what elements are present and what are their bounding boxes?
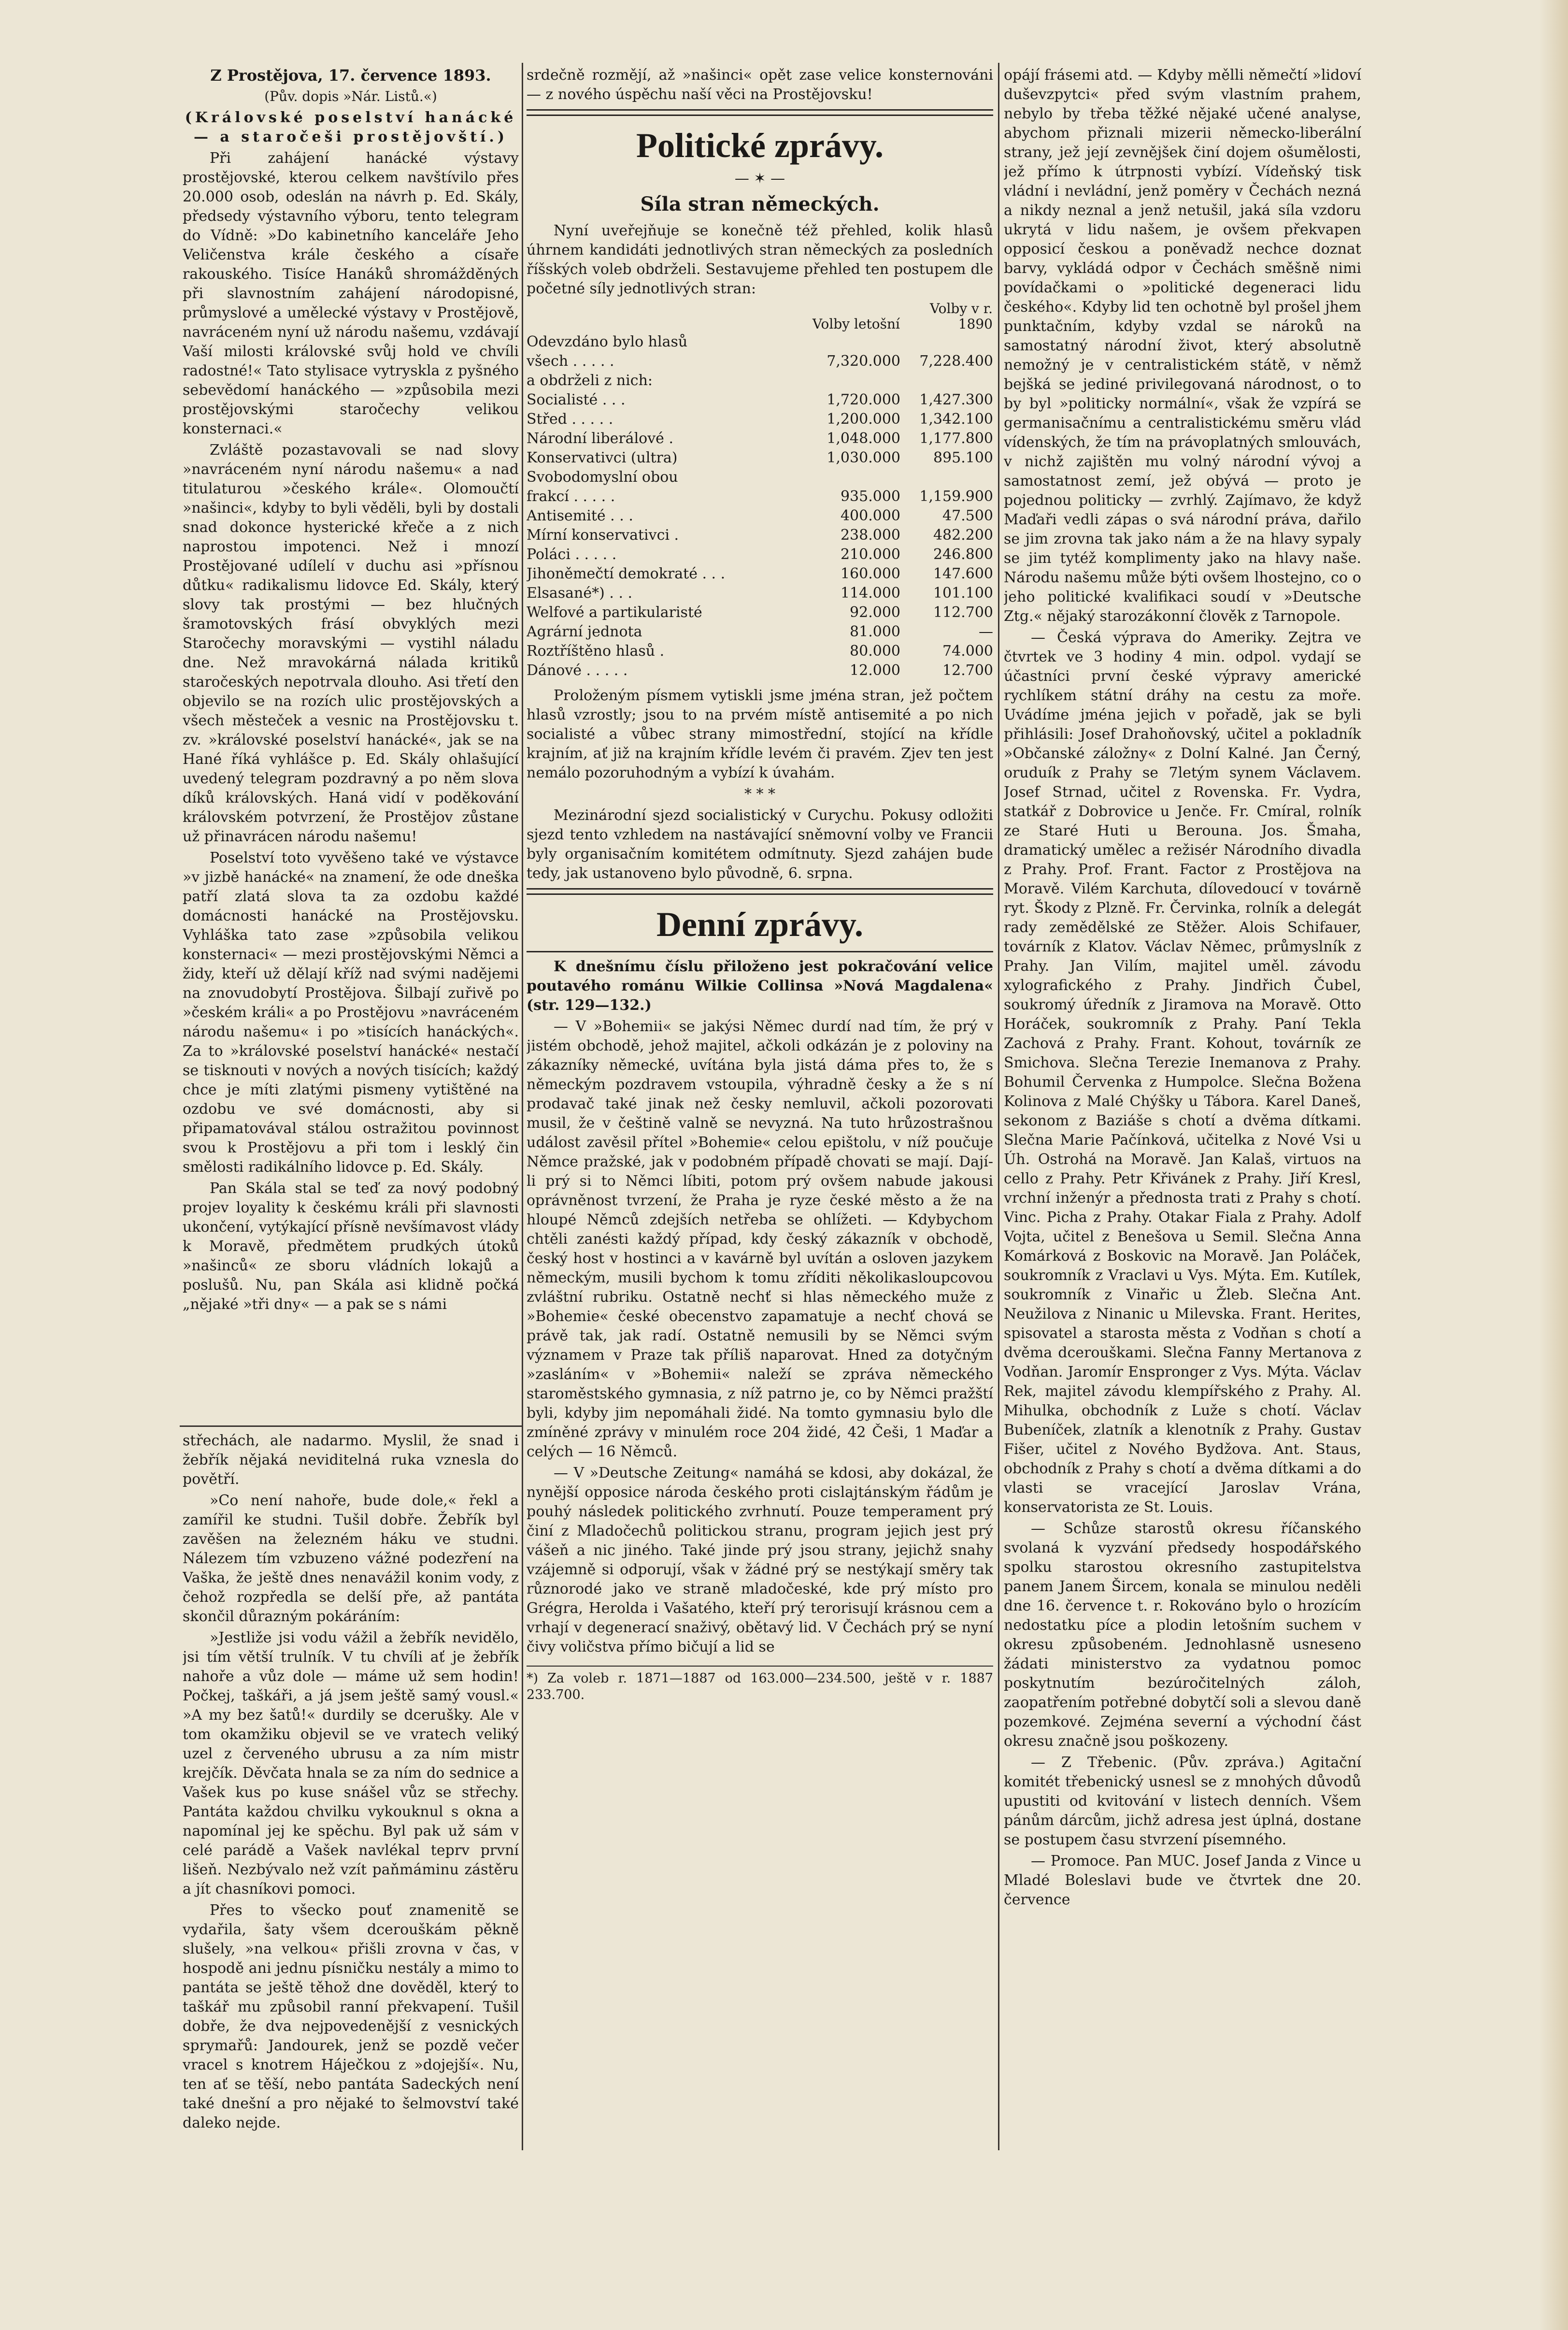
party-label: Jihoněmečtí demokraté . . . [527, 565, 726, 582]
votes-current: 92.000 [850, 604, 900, 621]
paragraph: — Schůze starostů okresu říčanského svolaná k vyzvání předsedy hospodářského spolku starostou okresního zastupitelstva panem Janem Šircem, konala se minulou neděli dne 16. července t. r. Rokováno bylo o hrozícím nedostatku píce a plodin letošním suchem v okresu způsobeném. Jednohlasně usneseno žádati ministerstvo za vydatnou pomoc poskytnutím bezúročitelných záloh, zaopatřením potřebné dobytčí soli a slevou daně pozemkové. Zejména severní a východní část okresu značně jsou poškozeny. [1004, 1520, 1361, 1750]
table-row [527, 410, 993, 429]
votes-1890: 1,159.900 [919, 488, 993, 505]
votes-1890: 12.700 [942, 662, 993, 679]
party-label: Svobodomyslní obou [527, 469, 678, 486]
column-2 [527, 66, 993, 2143]
column-1 [183, 66, 519, 1419]
section-title-politicke-zpravy: Politické zprávy. [636, 126, 884, 165]
party-label: Agrární jednota [527, 623, 642, 640]
votes-1890 [900, 332, 993, 352]
paragraph: — Z Třebenic. (Pův. zpráva.) Agitační komitét třebenický usnesl se z mnohých důvodů upustiti od kvitování v listech denních. Všem pánům dárcům, jichž adresa jest úplná, dostane se postupem času stvrzení písemného. [1004, 1754, 1361, 1848]
votes-current: 81.000 [850, 623, 900, 640]
table-row [527, 487, 993, 506]
votes-current [793, 371, 900, 390]
votes-1890: 1,342.100 [919, 411, 993, 428]
votes-current: 1,030.000 [827, 449, 900, 466]
section-rule [527, 109, 993, 116]
ornament: — ✶ — [734, 170, 785, 187]
votes-1890: 7,228.400 [919, 353, 993, 370]
paragraph: Pan Skála stal se teď za nový podobný projev loyality k českému králi při slavnosti ukončení, vytýkající přísně nevšímavost vlády k Moravě, předmětem prudkých útoků »našinců« ze sboru vládních lokajů a poslušů. Nu, pan Skála asi klidně počká „nějaké »tři dny« — a pak se s námi [183, 1180, 519, 1313]
party-label: Střed . . . . . [527, 411, 613, 428]
votes-current: 7,320.000 [827, 353, 900, 370]
paragraph: Při zahájení hanácké výstavy prostějovské, kterou celkem navštívilo přes 20.000 osob, odeslán na návrh p. Ed. Skály, předsedy výstavního výboru, tento telegram do Vídně: »Do kabinetního kanceláře Jeho Veličenstva krále českého a císaře rakouského. Tisíce Hanáků shromážděných při slavnostním zahájení národopisné, průmyslové a umělecké výstavy v Prostějově, navráceném nyní už národu našemu, vzdávají Vaší milosti královské svůj hold ve chvíli radostné!« Tato stylisace vytryskla z pyšného sebevědomí hanáckého — »způsobila mezi prostějovskými staročechy velikou konsternaci.« [183, 150, 519, 437]
votes-current: 400.000 [840, 507, 900, 524]
section-rule [527, 888, 993, 895]
column-divider [998, 63, 999, 2150]
paragraph: Nyní uveřejňuje se konečně též přehled, kolik hlasů úhrnem kandidáti jednotlivých stran německých za posledních říšských voleb obdrželi. Sestavujeme přehled ten postupem dle početné síly jednotlivých stran: [527, 222, 993, 297]
table-header-current: Volby letošní [812, 316, 900, 332]
party-label: Elsasané*) . . . [527, 585, 633, 602]
table-row [527, 429, 993, 448]
votes-1890: 101.100 [933, 585, 993, 602]
table-row [527, 603, 993, 622]
dateline-note: (Pův. dopis »Nár. Listů.«) [264, 88, 437, 104]
votes-current: 1,200.000 [827, 411, 900, 428]
votes-1890: 482.200 [933, 527, 993, 544]
table-header-row [527, 301, 993, 332]
votes-table-body [527, 332, 993, 680]
party-label: Antisemité . . . [527, 507, 633, 524]
votes-1890: — [979, 623, 993, 640]
votes-1890: 112.700 [933, 604, 993, 621]
dateline: Z Prostějova, 17. července 1893. [210, 66, 491, 85]
table-row [527, 526, 993, 545]
stars-divider: * * * [744, 786, 776, 803]
paragraph: »Co není nahoře, bude dole,« řekl a zamířil ke studni. Tušil dobře. Žebřík byl zavěšen na železném háku ve studni. Nálezem tím vzbuzeno vážné podezření na Vaška, že ještě dnes nenavážil konim vody, z čehož rozpředla se delší pře, až pantáta skončil důrazným pokáráním: [183, 1492, 519, 1625]
party-label: Poláci . . . . . [527, 546, 617, 563]
party-label: Roztříštěno hlasů . [527, 643, 665, 660]
paragraph: — Česká výprava do Ameriky. Zejtra ve čtvrtek ve 3 hodiny 4 min. odpol. vydají se účastníci první české výpravy americké rychlíkem státní dráhy na cestu za moře. Uvádíme jména jejich v pořadě, jak se byli přihlásili: Josef Drahoňovský, učitel a pokladník »Občanské záložny« z Dolní Kalné. Jan Černý, oruduík z Prahy se 7letým synem Václavem. Josef Strnad, učitel z Rovenska. Fr. Vydra, statkář z Dobrovice u Jenče. Fr. Cmíral, rolník ze Staré Huti u Berouna. Jos. Šmaha, dramatický umělec a režisér Národního divadla z Prahy. Prof. Frant. Factor z Prostějova na Moravě. Vilém Karchuta, dílovedoucí v továrně ryt. Škody z Plzně. Fr. Červinka, rolník a delegát rady zemědělské ze Stěžer. Alois Schifauer, továrník z Klatov. Václav Němec, průmyslník z Prahy. Jan Vilím, majitel uměl. závodu xylografického z Prahy. Jindřich Čubel, soukromý úředník z Jiramova na Moravě. Otto Horáček, soukromník z Prahy. Paní Tekla Zachová z Prahy. Frant. Kohout, továrník ze Smichova. Slečna Terezie Inemanova z Prahy. Bohumil Červenka z Humpolce. Slečna Božena Kolinova z Malé Chýšky u Tábora. Karel Daneš, sekonom z Baziáše s chotí a dvěma dítkami. Slečna Marie Pačínková, učitelka z Nové Vsi u Úh. Ostrohá na Moravě. Jan Kalaš, virtuos na cello z Prahy. Petr Křivánek z Prahy. Jiří Kresl, vrchní inženýr a přednosta trati z Prahy s chotí. Vinc. Picha z Prahy. Otakar Fiala z Prahy. Adolf Vojta, učitel z Benešova u Semil. Slečna Anna Komárková z Boskovic na Moravě. Jan Poláček, soukromník z Vraclavi u Vys. Mýta. Em. Kutílek, soukromník z Vinařic u Žleb. Slečna Ant. Neužilova z Ninanic u Milevska. Frant. Herites, spisovatel a starosta města z Vodňan s chotí a dvěma dcerouškami. Slečna Fanny Mertanova z Vodňan. Jaromír Enspronger z Vys. Mýta. Václav Rek, majitel závodu klempířského z Prahy. Al. Mihulka, obchodník z Luže s chotí. Václav Bubeníček, zlatník a klenotník z Prahy. Gustav Fišer, učitel z Nového Bydžova. Ant. Staus, obchodník z Prahy s chotí a dvěma dítkami a do vlasti se vracející Jaroslav Vrána, konservatorista ze St. Louis. [1004, 629, 1361, 1516]
paragraph: K dnešnímu číslu přiloženo jest pokračování velice poutavého románu Wilkie Collinsa »Nová Magdalena« (str. 129—132.) [527, 958, 993, 1014]
votes-1890 [900, 371, 993, 390]
party-label: všech . . . . . [527, 353, 614, 370]
votes-current: 114.000 [840, 585, 900, 602]
feuilleton-rule [180, 1425, 522, 1427]
table-row [527, 545, 993, 564]
table-row [527, 622, 993, 642]
table-row [527, 371, 993, 390]
votes-1890 [900, 468, 993, 487]
section-rule [527, 951, 993, 952]
votes-current [793, 332, 900, 352]
party-label: Welfové a partikularisté [527, 604, 702, 621]
paragraph: Přes to všecko pouť znamenitě se vydařila, šaty všem dcerouškám pěkně slušely, »na velkou« přišli zrovna v čas, v hospodě ani jednu písničku nestály a mimo to pantáta se ještě těhož dne dověděl, který to taškář mu způsobil ranní překvapení. Tušil dobře, že dva nejpovedenější z vesnických sprymařů: Jandourek, jenž se pozdě večer vracel s knotrem Háječkou z »dojejší«. Nu, ten ať se těší, nebo pantáta Sadeckých není také dnešní a pro nějaké to šelmovství také daleko nejde. [183, 1902, 519, 2131]
table-row [527, 661, 993, 680]
votes-current: 80.000 [850, 643, 900, 660]
party-label: Konservativci (ultra) [527, 449, 678, 466]
paper-edge [1539, 0, 1568, 2330]
paragraph: Zvláště pozastavovali se nad slovy »navráceném nyní národu našemu« a nad titulaturou »českého krále«. Olomoučtí »našinci«, kdyby to byli věděli, byli by dostali snad dokonce hysterické křeče a z nich naprostou impotenci. Než i mnozí Prostějované udílelí v duchu asi »přísnou důtku« radikalismu lidovce Ed. Skály, který slovy tak prostými — bez hlučných šramotovských frásí obvyklých mezi Staročechy moravskými — vystihl náladu dne. Než mravokárná nálada kritiků staročeských nepotrvala dlouho. Asi třetí den objevilo se na rozích ulic prostějovských a všech městeček a vesnic na Prostějovsku t. zv. »královské poselství hanácké«, jak se na Hané říká vyhlášce p. Ed. Skály ohlašující uvedený telegram pozdravný a po něm slova díků královských. Haná vidí v poděkování královském potvrzení, že Prostějov zůstane už přinavrácen národu našemu! [183, 442, 519, 845]
votes-current: 210.000 [840, 546, 900, 563]
column-4-feuilleton [183, 1431, 519, 2156]
paragraph: »Jestliže jsi vodu vážil a žebřík nevidělo, jsi tím větší trulník. V tu chvíli ať je žebřík nahoře a vůz dole — máme už sem hodin! Počkej, taškáři, a já jsem ještě samý vousl.« »A my bez šatů!« durdily se dcerušky. Ale v tom okamžiku objevil se ve vratech veliký uzel z červeného ubrusu a za ním mistr krejčík. Děvčata hnala se za ním do sednice a Vašek kus po kuse snášel vůz se střechy. Pantáta každou chvilku vykouknul s okna a napomínal jej ke spěchu. Byl pak už sám v celé parádě a Vašek navlékal teprv první lišeň. Nezbývalo než vzít paňmáminu zástěru a jít chasníkovi pomoci. [183, 1629, 519, 1898]
votes-current: 12.000 [850, 662, 900, 679]
votes-table [527, 301, 993, 680]
paragraph: Poselství toto vyvěšeno také ve výstavce »v jizbě hanácké« na znamení, že ode dneška patří zlatá slova ta za ozdobu každé domácnosti hanácké na Prostějovsku. Vyhláška tato zase »způsobila velikou konsternaci« — mezi prostějovskými Němci a židy, kteří už dělají kříž nad svými nadějemi na znovudobytí Prostějova. Šilbají zuřivě po »českém králi« a po Prostějovu »navráceném národu našemu« i po »tisících hanáckých«. Za to »královské poselství hanácké« nestačí se tisknouti v nových a nových tisících; každý chce je míti zlatými pismeny vytištěné na ozdobu ve své domácnosti, aby si připamatovával stálou ostražitou povinnost svou k Prostějovu a při tom i lesklý čin smělosti radikálního lidovce p. Ed. Skály. [183, 849, 519, 1176]
subsection-title: Síla stran německých. [640, 193, 880, 216]
section-title-denni-zpravy: Denní zprávy. [656, 905, 864, 944]
paragraph: — Promoce. Pan MUC. Josef Janda z Vince u Mladé Boleslavi bude ve čtvrtek dne 20. července [1004, 1853, 1361, 1908]
paragraph: Proloženým písmem vytiskli jsme jména stran, jež počtem hlasů vzrostly; jsou to na prvém místě antisemité a po nich socialisté a vůbec strany mimostřední, stojící na křídle krajním, ať již na krajním křídle levém či pravém. Zjev ten jest nemálo pozoruhodným a vybízí k úvahám. [527, 687, 993, 781]
paragraph: — V »Bohemii« se jakýsi Němec durdí nad tím, že prý v jistém obchodě, jehož majitel, ačkoli odkázán je z poloviny na zákazníky německé, uvítána byla jistá dáma přes to, že s německým pozdravem vstoupila, výhradně česky a že s ní prodavač také jinak než česky nemluvil, ačkoli pozorovati musil, že v češtině valně se nevyzná. Na tuto hrůzostrašnou událost zavěsil přítel »Bohemie« celou epištolu, v níž poučuje Němce pražské, jak v podobném případě chovati se mají. Dají-li prý si to Němci líbiti, potom prý ovšem nabude jakousi oprávněnost tvrzení, že Praha je ryze české město a že na hloupé Němců zdejších netřeba se ohlížeti. — Kdybychom chtěli zanésti každý případ, kdy český zákazník v obchodě, český host v hostinci a v kavárně byl uvítán a osloven jazykem německým, musili bychom k tomu zříditi několikasloupcovou zvláštní rubriku. Ostatně nechť si hlas německého muže z »Bohemie« české obecenstvo zapamatuje a nechť chová se právě tak, jak radí. Ostatně nemusili by se Němci svým významem v Praze tak příliš naparovat. Hned za dotyčným »zasláním« v »Bohemii« naleží se zpráva německého staroměstského gymnasia, z níž patrno je, co by Němci pražští byli, kdyby jim nepomáhali židé. Na tomto gymnasiu bylo dle zmíněné zprávy v minulém roce 204 židé, 42 Češi, 1 Maďar a celých — 16 Němců. [527, 1018, 993, 1460]
table-row [527, 564, 993, 584]
party-label: a obdrželi z nich: [527, 372, 653, 389]
votes-1890: 1,427.300 [919, 391, 993, 408]
party-label: Mírní konservativci . [527, 527, 679, 544]
table-row [527, 468, 993, 487]
votes-1890: 147.600 [933, 565, 993, 582]
table-row [527, 390, 993, 410]
column-3 [1004, 66, 1361, 2143]
votes-current [793, 468, 900, 487]
paragraph: opájí frásemi atd. — Kdyby mělli němečtí »lidoví duševzpytci« před svým vlastním prahem, nebylo by třeba těžké nějaké učené analyse, abychom přiznali mizerii německo-liberální strany, jež její zevnějšek činí dojem ošumělosti, jež přímo k útrpnosti vybízí. Vídeňský tisk vládní i nevládní, jenž poměry v Čechách nezná a nikdy neznal a jenž netušil, jaká síla vzdoru ukrytá v lidu našem, je ovšem překvapen opposicí českou a poněvadž nechce doznat barvy, vykládá odpor v Čechách směšně nimi povídačkami o »politické degeneraci lidu českého«. Kdyby lid ten ochotně byl prošel jhem punktačním, kdyby vzdal se nároků na samostatný národní život, který absolutně nemožný je v centralistickém státě, v němž bejšká se jediné privilegovaná národnost, o to by byl »politicky normální«, však že vzpírá se germanisačnímu a centralistickému směru vlád vídenských, že tím na právoplatných smlouvách, v nichž zajištěn mu volný národní vývoj a samostatnost zemí, jež obývá — proto je pojednou politicky — zvrhlý. Zajímavo, že když Maďaři vedli zápas o svá národní práva, dařilo se jim zrovna tak jako nám a že na hlavy sypaly se jim tytéž komplimenty jako na hlavy naše. Národu našemu může býti ovšem lhostejno, co o jeho politické kvalifikaci soudí v »Deutsche Ztg.« nějaký starozákonní člověk z Tarnopole. [1004, 67, 1361, 625]
votes-current: 160.000 [840, 565, 900, 582]
paragraph: střechách, ale nadarmo. Myslil, že snad i žebřík nějaká neviditelná ruka vznesla do povětří. [183, 1432, 519, 1488]
table-row [527, 642, 993, 661]
paragraph: srdečně rozmějí, až »našinci« opět zase velice konsternováni — z nového úspěchu naší věci na Prostějovsku! [527, 67, 993, 103]
votes-current: 1,720.000 [827, 391, 900, 408]
votes-current: 1,048.000 [827, 430, 900, 447]
table-row [527, 584, 993, 603]
table-row [527, 352, 993, 371]
party-label: Socialisté . . . [527, 391, 626, 408]
votes-1890: 1,177.800 [919, 430, 993, 447]
votes-current: 238.000 [840, 527, 900, 544]
party-label: frakcí . . . . . [527, 488, 615, 505]
article-heading: (Královské poselství hanácké — a staročeši prostějovští.) [185, 109, 517, 145]
column-divider [522, 63, 523, 2150]
votes-1890: 895.100 [933, 449, 993, 466]
votes-1890: 74.000 [942, 643, 993, 660]
table-row [527, 332, 993, 352]
table-row [527, 448, 993, 468]
paragraph: — V »Deutsche Zeitung« namáhá se kdosi, aby dokázal, že nynější opposice národa českého proti cislajtánským řádům je pouhý následek politického zvrhnutí. Pouze temperament prý činí z Mladočechů politickou stranu, program jejich jest prý vášeň a nic jiného. Také jinde prý jsou strany, jejichž snahy vzájemně si odporují, však v žádné prý se nestýkají směry tak různorodé jako ve straně mladočeské, kde prý místo pro Grégra, Herolda i Vašatého, kteří prý terorisují krásnou cem a vrhají v degenerací snaživý, obětavý lid. V Čechách prý se nyní čivy voličstva přímo bičují a lid se [527, 1465, 993, 1655]
party-label: Národní liberálové . [527, 430, 673, 447]
table-row [527, 506, 993, 526]
party-label: Odevzdáno bylo hlasů [527, 333, 688, 350]
table-header-1890: Volby v r. 1890 [929, 301, 993, 332]
votes-1890: 47.500 [942, 507, 993, 524]
votes-current: 935.000 [840, 488, 900, 505]
footnote: *) Za voleb r. 1871—1887 od 163.000—234.500, ještě v r. 1887 233.700. [527, 1666, 993, 1703]
party-label: Dánové . . . . . [527, 662, 628, 679]
paragraph: Mezinárodní sjezd socialistický v Curychu. Pokusy odložiti sjezd tento vzhledem na nastávající sněmovní volby ve Francii byly organisačním komitétem odmítnuty. Sjezd zahájen bude tedy, jak ustanoveno bylo původně, 6. srpna. [527, 807, 993, 882]
votes-1890: 246.800 [933, 546, 993, 563]
